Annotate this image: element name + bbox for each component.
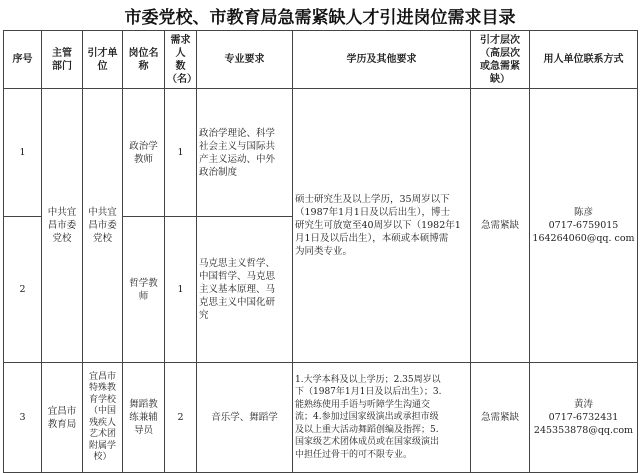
position-demand-table [3,30,638,473]
row-contact [530,363,638,473]
header-edu: 学历及其他要求 [293,31,471,89]
header-contact: 用人单位联系方式 [530,31,638,89]
row-seq: 3 [4,363,42,473]
table-row [4,89,638,217]
row-dept: 宜昌市 教育局 [42,363,83,473]
header-unit: 引才单 位 [83,31,123,89]
row-post: 舞蹈教 练兼辅 导员 [123,363,165,473]
row-major: 马克思主义哲学、 中国哲学、马克思 主义基本原理、马 克思主义中国化研 究 [197,217,293,363]
table-row [4,363,638,473]
row-edu: 硕士研究生及以上学历，35周岁以下 （1987年1月1日及以后出生），博士 研究生可放宽至40周岁以下（1982年1 月1日及以后出生），本硕或本硕博需 为同类专业。 [293,89,471,363]
header-post: 岗位名 称 [123,31,165,89]
contact-email: 164264060@qq. com [532,233,635,244]
header-major: 专业要求 [197,31,293,89]
row-seq: 2 [4,217,42,363]
row-level: 急需紧缺 [471,89,530,363]
row-major: 音乐学、舞蹈学 [197,363,293,473]
row-unit: 宜昌市 特殊教 育学校 （中国 残疾人 艺术团 附属学 校） [83,363,123,473]
row-count: 2 [165,363,197,473]
contact-phone: 0717-6732431 [548,412,619,423]
row-dept: 中共宜 昌市委 党校 [42,89,83,363]
row-contact [530,89,638,363]
contact-name: 黄涛 [573,399,593,410]
row-count: 1 [165,217,197,363]
document-title: 市委党校、市教育局急需紧缺人才引进岗位需求目录 [124,7,516,28]
contact-email: 245353878@qq.com [533,425,634,436]
row-unit: 中共宜 昌市委 党校 [83,89,123,363]
header-count: 需求人 数 （名） [165,31,197,89]
row-edu: 1.大学本科及以上学历；2.35周岁以 下（1987年1月1日及以后出生）；3. 能熟练使用手语与听障学生沟通交 流；4.参加过国家级演出或承担市级 及以上重大活动舞蹈创编及指挥；5. 国家级艺术团体成员或在国家级演出 中担任过骨干的可不限专业。 [293,363,471,473]
contact-name: 陈彦 [573,207,593,218]
contact-phone: 0717-6759015 [548,220,619,231]
row-count: 1 [165,89,197,217]
header-dept: 主管 部门 [42,31,83,89]
row-major: 政治学理论、科学 社会主义与国际共 产主义运动、中外 政治制度 [197,89,293,217]
row-post: 政治学 教师 [123,89,165,217]
row-level: 急需紧缺 [471,363,530,473]
row-seq: 1 [4,89,42,217]
header-seq: 序号 [4,31,42,89]
header-level: 引才层次 （高层次 或急需紧 缺） [471,31,530,89]
row-post: 哲学教 师 [123,217,165,363]
table-header-row [4,31,638,89]
